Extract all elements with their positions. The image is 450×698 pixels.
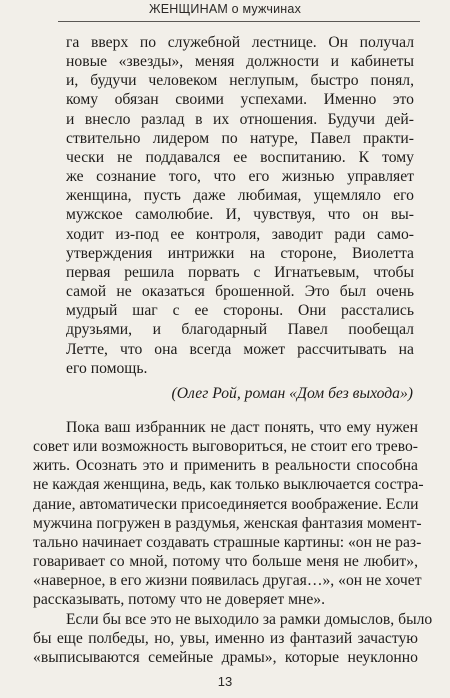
quote-citation: (Олег Рой, роман «Дом без выхода»)	[171, 384, 413, 402]
quote-line: новые «звезды», меняя должности и кабинеты	[66, 53, 414, 71]
header-rule	[58, 21, 420, 22]
quote-line: ствительно лидером по натуре, Павел практи-	[66, 129, 414, 147]
quote-line: и внесло разлад в их отношения. Будучи дей-	[66, 110, 414, 128]
quote-line: чески не поддавался ее воспитанию. К тому	[66, 148, 414, 166]
quote-line: самой не оказаться брошенной. Это был очень	[66, 283, 414, 301]
quote-line: и, будучи человеком неглупым, быстро понял,	[66, 72, 414, 90]
body-line: не каждая женщина, ведь, как только выключается состра-	[33, 476, 424, 494]
quote-line: друзьями, и благодарный Павел пообещал	[66, 321, 414, 339]
body-line: бы еще полбеды, но, увы, именно из фантазий зачастую	[33, 629, 418, 647]
quote-line: мужское самолюбие. И, чувствуя, что он вы-	[66, 206, 414, 224]
quote-line: женщина, пусть даже любимая, ущемляло его	[66, 187, 414, 205]
body-line: говаривает со мной, потому что больше меня не любит»,	[33, 553, 418, 571]
body-line: дание, автоматически присоединяется воображение. Если	[33, 495, 419, 513]
body-line: жить. Осознать это и применить в реальности способна	[33, 457, 418, 475]
body-line: мужчина погружен в раздумья, женская фантазия момент-	[33, 514, 422, 532]
body-line: «наверное, в его жизни появилась другая…», «он не хочет	[33, 572, 422, 590]
page-number: 13	[217, 674, 233, 689]
quote-line: Летте, что она всегда может рассчитывать на	[66, 340, 414, 358]
quote-line: мудрый шаг с ее стороны. Они расстались	[66, 302, 414, 320]
body-line: тально начинает создавать страшные картины: «он не раз-	[33, 533, 422, 551]
quote-line: утверждения интрижки на стороне, Виолетта	[66, 244, 414, 262]
body-line: «выписываются семейные драмы», которые неуклонно	[33, 648, 418, 666]
body-line: рассказывать, потому что не доверяет мне».	[33, 591, 326, 609]
quote-line: же сознание того, что его жизнью управляет	[66, 168, 414, 186]
quote-line: га вверх по служебной лестнице. Он получал	[66, 34, 414, 51]
quote-line: кому обязан своими успехами. Именно это	[66, 91, 414, 109]
quote-line: первая решила порвать с Игнатьевым, чтобы	[66, 263, 414, 281]
quote-line: его помощь.	[66, 359, 148, 377]
header-title: ЖЕНЩИНАМ о мужчинах	[148, 2, 302, 16]
body-line: совет или возможность выговориться, не стоит его трево-	[33, 438, 418, 456]
body-line: Если бы все это не выходило за рамки домыслов, было	[66, 610, 433, 628]
running-header	[0, 2, 450, 16]
quote-line: ходит из-под ее контроля, заводит ради само-	[66, 225, 414, 243]
body-line: Пока ваш избранник не даст понять, что ему нужен	[66, 418, 418, 436]
